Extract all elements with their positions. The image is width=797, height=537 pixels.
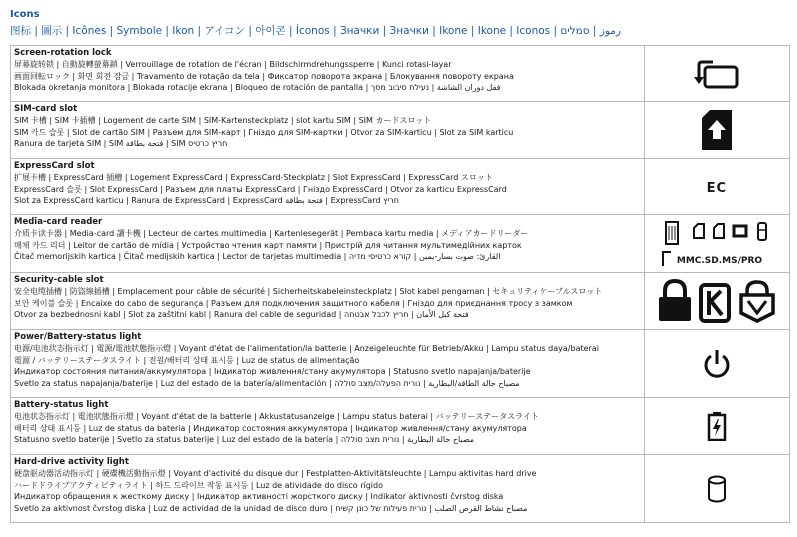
row-line: 扩展卡槽 | ExpressCard 插槽 | Logement ExpressCard | ExpressCard-Steckplatz | Slot ExpressCard | ExpressCard スロット <box>14 173 493 183</box>
table-row <box>11 455 790 523</box>
row-line: Otvor za bezbednosni kabl | Slot za zaštitni kabl | Ranura del cable de seguridad | فتحة كبل الأمان | חריץ לכבל אבטחה <box>14 310 469 320</box>
icons-header <box>10 8 790 40</box>
row-title: ExpressCard slot <box>14 161 95 171</box>
icon-cell <box>644 398 789 455</box>
row-line: 电源/电池状态指示灯 | 電源/電池狀態指示燈 | Voyant d'état de l'alimentation/la batterie | Anzeigeleuchte für Betrieb/Akku | Lampu status daya/baterai <box>14 344 599 354</box>
row-line: Slot za ExpressCard karticu | Ranura de ExpressCard | ExpressCard فتحة بطاقة | ExpressCard חריץ <box>14 196 399 206</box>
row-line: Blokada okretanja monitora | Blokada rotacije ekrana | Bloqueo de rotación de pantalla | قفل دوران الشاشة | נעילת סיבוב מסך <box>14 83 501 93</box>
row-line: 画面回転ロック | 화면 회전 잠금 | Travamento de rotação da tela | Фиксатор поворота экрана | Блокування повороту екрана <box>14 71 514 81</box>
row-line: ハードドライブアクティビティライト | 하드 드라이브 작동 표시등 | Luz de atividade do disco rígido <box>14 480 383 490</box>
media-card-formats: MMC.SD.MS/PRO <box>676 256 763 266</box>
icons-table <box>10 45 790 523</box>
memory-card-shapes-icon <box>662 220 772 246</box>
icon-cell <box>644 273 789 330</box>
row-title: Security-cable slot <box>14 275 104 285</box>
row-line: 배터리 상태 표시등 | Luz de status da bateria | Индикатор состояния аккумулятора | Індикатор живлення/стану акумулятора <box>14 423 527 433</box>
table-row <box>11 398 790 455</box>
row-text <box>11 159 645 215</box>
table-row <box>11 159 790 215</box>
language-list: 图标 | 圖示 | Icônes | Symbole | Ikon | アイコン | 아이콘 | Íconos | Значки | Значки | Ikone | Ikone | Iconos | رموز | סמלים <box>10 25 621 37</box>
card-corner-icon <box>662 251 672 267</box>
row-line: 介质卡读卡器 | Media-card 讀卡機 | Lecteur de cartes multimedia | Kartenlesegerät | Pembaca kartu media | メディアカードリーダー <box>14 229 529 239</box>
row-line: 硬盘驱动器活动指示灯 | 硬碟機活動指示燈 | Voyant d'activité du disque dur | Festplatten-Aktivitätsleuchte | Lampu aktivitas hard drive <box>14 469 537 479</box>
row-title: Screen-rotation lock <box>14 48 112 58</box>
security-cable-lock-icon <box>657 279 777 323</box>
row-text <box>11 330 645 398</box>
row-text <box>11 455 645 523</box>
row-title: SIM-card slot <box>14 104 78 114</box>
table-row <box>11 46 790 102</box>
row-line: 屏幕旋转锁 | 自動旋轉螢幕鎖 | Verrouillage de rotation de l'écran | Bildschirmdrehungssperre | Kunci rotasi-layar <box>14 60 452 70</box>
row-title: Hard-drive activity light <box>14 457 129 467</box>
row-line: 매체 카드 리더 | Leitor de cartão de mídia | Устройство чтения карт памяти | Пристрій для читання мультимедійних карток <box>14 240 522 250</box>
row-line: 電源 / バッテリーステータスライト | 전원/배터리 상태 표시등 | Luz de status de alimentação <box>14 355 360 365</box>
battery-icon <box>707 411 727 441</box>
row-line: 电池状态指示灯 | 電池狀態指示燈 | Voyant d'état de la batterie | Akkustatusanzeige | Lampu status baterai | バッテリーステータスライト <box>14 412 539 422</box>
row-title: Battery-status light <box>14 400 109 410</box>
table-row <box>11 273 790 330</box>
row-line: Čitač memorijskih kartica | Čitač medijskih kartica | Lector de tarjetas multimedia | القارئ: صوت بسار-يمين | קורא כרטיסי מדיה <box>14 252 501 262</box>
icon-cell <box>644 330 789 398</box>
page-title: Icons <box>10 9 40 20</box>
row-line: ExpressCard 슬롯 | Slot ExpressCard | Разъем для платы ExpressCard | Гніздо ExpressCard | Otvor za karticu ExpressCard <box>14 184 507 194</box>
power-icon <box>702 347 732 381</box>
icon-cell <box>644 215 789 273</box>
row-line: Svetlo za status napajanja/baterije | Luz del estado de la batería/alimentación | مصباح حالة الطاقة/البطارية | נורית הפעלה/מצב סוללה <box>14 378 520 388</box>
table-row <box>11 215 790 273</box>
row-line: Индикатор обращения к жесткому диску | Індикатор активності жорсткого диску | Indikator aktivnosti čvrstog diska <box>14 492 504 502</box>
row-text <box>11 398 645 455</box>
hard-drive-icon <box>706 474 728 504</box>
sim-card-icon <box>700 108 734 152</box>
table-row <box>11 330 790 398</box>
row-line: SIM 卡槽 | SIM 卡插槽 | Logement de carte SIM | SIM-Kartensteckplatz | slot kartu SIM | SIM カードスロット <box>14 116 432 126</box>
expresscard-icon: EC <box>706 181 727 196</box>
row-line: Ranura de tarjeta SIM | SIM فتحة بطاقة | SIM חריץ כרטיס <box>14 139 228 149</box>
row-text <box>11 273 645 330</box>
row-text <box>11 215 645 273</box>
icon-cell <box>644 455 789 523</box>
row-line: 보안 케이블 슬롯 | Encaixe do cabo de segurança | Разъем для подключения защитного кабеля | Гніздо для приєднання тросу з замком <box>14 298 573 308</box>
row-line: 安全电缆插槽 | 防盜線插槽 | Emplacement pour câble de sécurité | Sicherheitskabeleinsteckplatz | Slot kabel pengaman | セキュリティケーブルスロット <box>14 287 603 297</box>
media-card-reader-icon <box>662 220 772 267</box>
screen-rotation-lock-icon <box>691 57 743 91</box>
table-row <box>11 102 790 159</box>
icon-cell <box>644 102 789 159</box>
row-line: Svetlo za aktivnost čvrstog diska | Luz de actividad de la unidad de disco duro | مصباح نشاط القرص الصلب | נורית פעילות של כונן קשיח <box>14 503 528 513</box>
row-line: Индикатор состояния питания/аккумулятора | Індикатор живлення/стану акумулятора | Statusno svetlo napajanja/baterije <box>14 367 531 377</box>
row-text <box>11 46 645 102</box>
icon-cell <box>644 46 789 102</box>
row-line: Statusno svetlo baterije | Svetlo za status baterije | Luz del estado de la batería | مصباح حالة البطارية | נורית מצב סוללה <box>14 435 475 445</box>
icon-cell <box>644 159 789 215</box>
row-line: SIM 카드 슬롯 | Slot de cartão SIM | Разъем для SIM-карт | Гніздо для SIM-картки | Otvor za SIM-karticu | Slot za SIM karticu <box>14 127 514 137</box>
row-text <box>11 102 645 159</box>
row-title: Media-card reader <box>14 217 103 227</box>
row-title: Power/Battery-status light <box>14 332 142 342</box>
